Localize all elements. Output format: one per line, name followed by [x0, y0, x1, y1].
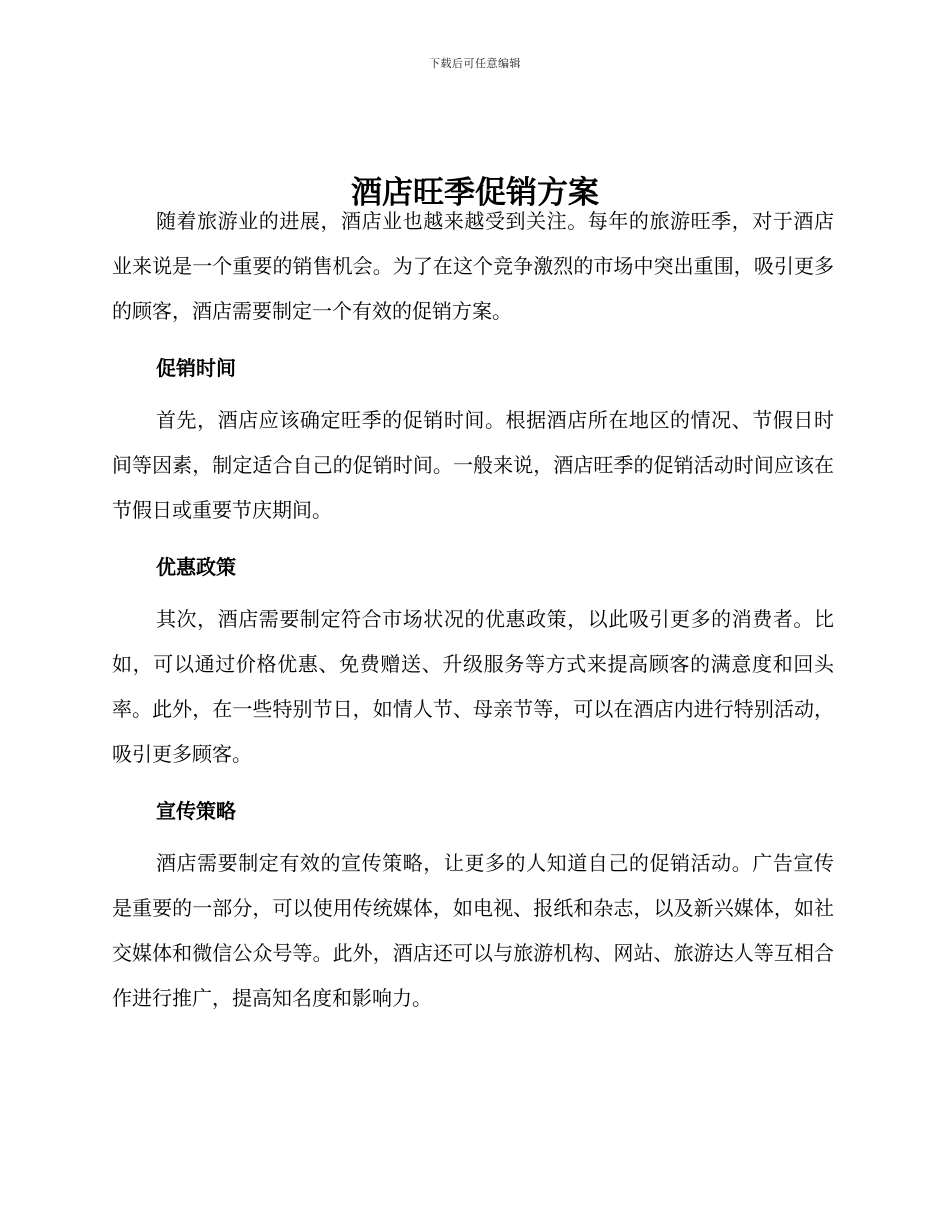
section-paragraph-discount-policy: 其次，酒店需要制定符合市场状况的优惠政策，以此吸引更多的消费者。比如，可以通过价格优惠、免费赠送、升级服务等方式来提高顾客的满意度和回头率。此外，在一些特别节日，如情人节、母亲节等，可以在酒店内进行特别活动，吸引更多顾客。: [112, 607, 834, 766]
section-paragraph-promotion-time: 首先，酒店应该确定旺季的促销时间。根据酒店所在地区的情况、节假日时间等因素，制定适合自己的促销时间。一般来说，酒店旺季的促销活动时间应该在节假日或重要节庆期间。: [112, 408, 834, 522]
document-title: 酒店旺季促销方案: [351, 174, 599, 211]
section-heading-discount-policy: 优惠政策: [156, 555, 236, 579]
section-heading-promotion-time: 促销时间: [156, 356, 236, 380]
intro-paragraph: 随着旅游业的进展，酒店业也越来越受到关注。每年的旅游旺季，对于酒店业来说是一个重要的销售机会。为了在这个竞争激烈的市场中突出重围，吸引更多的顾客，酒店需要制定一个有效的促销方案。: [112, 209, 834, 323]
document-body: [112, 199, 834, 1021]
page-header-note: 下载后可任意编辑: [429, 57, 521, 70]
section-heading-publicity-strategy: 宣传策略: [156, 799, 236, 823]
section-paragraph-publicity-strategy: 酒店需要制定有效的宣传策略，让更多的人知道自己的促销活动。广告宣传是重要的一部分，可以使用传统媒体，如电视、报纸和杂志，以及新兴媒体，如社交媒体和微信公众号等。此外，酒店还可以与旅游机构、网站、旅游达人等互相合作进行推广，提高知名度和影响力。: [112, 851, 834, 1010]
